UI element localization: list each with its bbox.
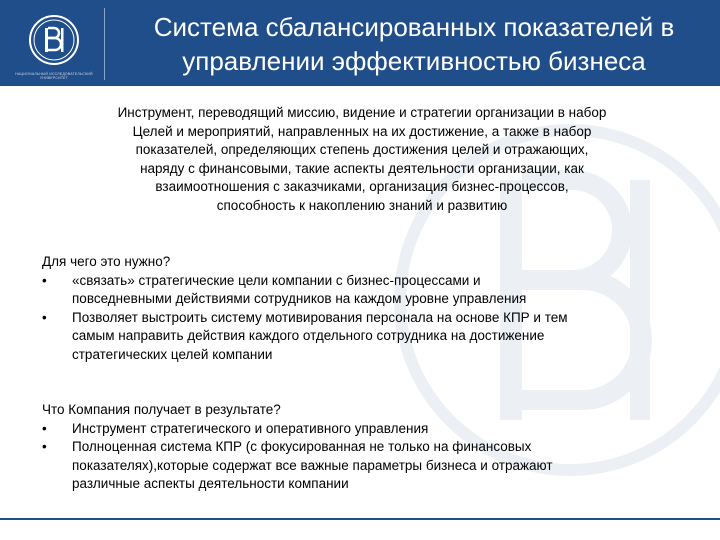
intro-definition: [36, 104, 688, 215]
bullet-text: показателях),которые содержат все важные параметры бизнеса и отражают: [72, 457, 553, 473]
bullet-text: различные аспекты деятельности компании: [72, 476, 349, 491]
result-section: [42, 401, 682, 494]
bullet-marker: •: [42, 439, 47, 454]
title-line: управлении эффективностью бизнеса: [182, 46, 646, 76]
bullet-text: Позволяет выстроить систему мотивирования персонала на основе КПР и тем: [72, 309, 568, 325]
intro-line: способность к накоплению знаний и развитию: [216, 197, 508, 213]
bottom-accent-line: [0, 518, 720, 520]
list-item: [42, 420, 682, 439]
title-line: Система сбалансированных показателей в: [153, 12, 675, 42]
bullet-text: Инструмент стратегического и оперативного управления: [72, 420, 429, 436]
intro-line: показателей, определяющих степень достижения целей и отражающих,: [135, 142, 589, 157]
page-title: [108, 10, 720, 78]
result-heading: Что Компания получает в результате?: [42, 402, 281, 417]
bullet-text: Полноценная система КПР (с фокусированная не только на финансовых: [72, 439, 532, 454]
bullet-marker: •: [42, 272, 47, 288]
list-item: [42, 309, 682, 365]
header-banner: [0, 0, 720, 86]
bullet-marker: •: [42, 309, 47, 325]
intro-line: наряду с финансовыми, такие аспекты деятельности организации, как: [140, 160, 584, 176]
list-item: [42, 272, 682, 309]
bullet-text: повседневными действиями сотрудников на каждом уровне управления: [72, 291, 527, 306]
intro-line: взаимоотношения с заказчиками, организация бизнес-процессов,: [155, 179, 569, 194]
bullet-text: самым направить действия каждого отдельного сотрудника на достижение: [72, 328, 545, 343]
why-section: [42, 253, 682, 364]
university-logo: [8, 10, 100, 80]
intro-line: Целей и мероприятий, направленных на их достижение, а также в набор: [132, 123, 592, 139]
bullet-text: стратегических целей компании: [72, 346, 273, 362]
intro-line: Инструмент, переводящий миссию, видение и стратегии организации в набор: [117, 105, 607, 120]
logo-caption: НАЦИОНАЛЬНЫЙ ИССЛЕДОВАТЕЛЬСКИЙ УНИВЕРСИТЕТ: [15, 72, 93, 80]
header-divider: [104, 8, 105, 80]
bullet-marker: •: [42, 420, 47, 436]
list-item: [42, 438, 682, 494]
why-heading: Для чего это нужно?: [42, 254, 171, 269]
bullet-text: «связать» стратегические цели компании с бизнес-процессами и: [72, 272, 481, 288]
